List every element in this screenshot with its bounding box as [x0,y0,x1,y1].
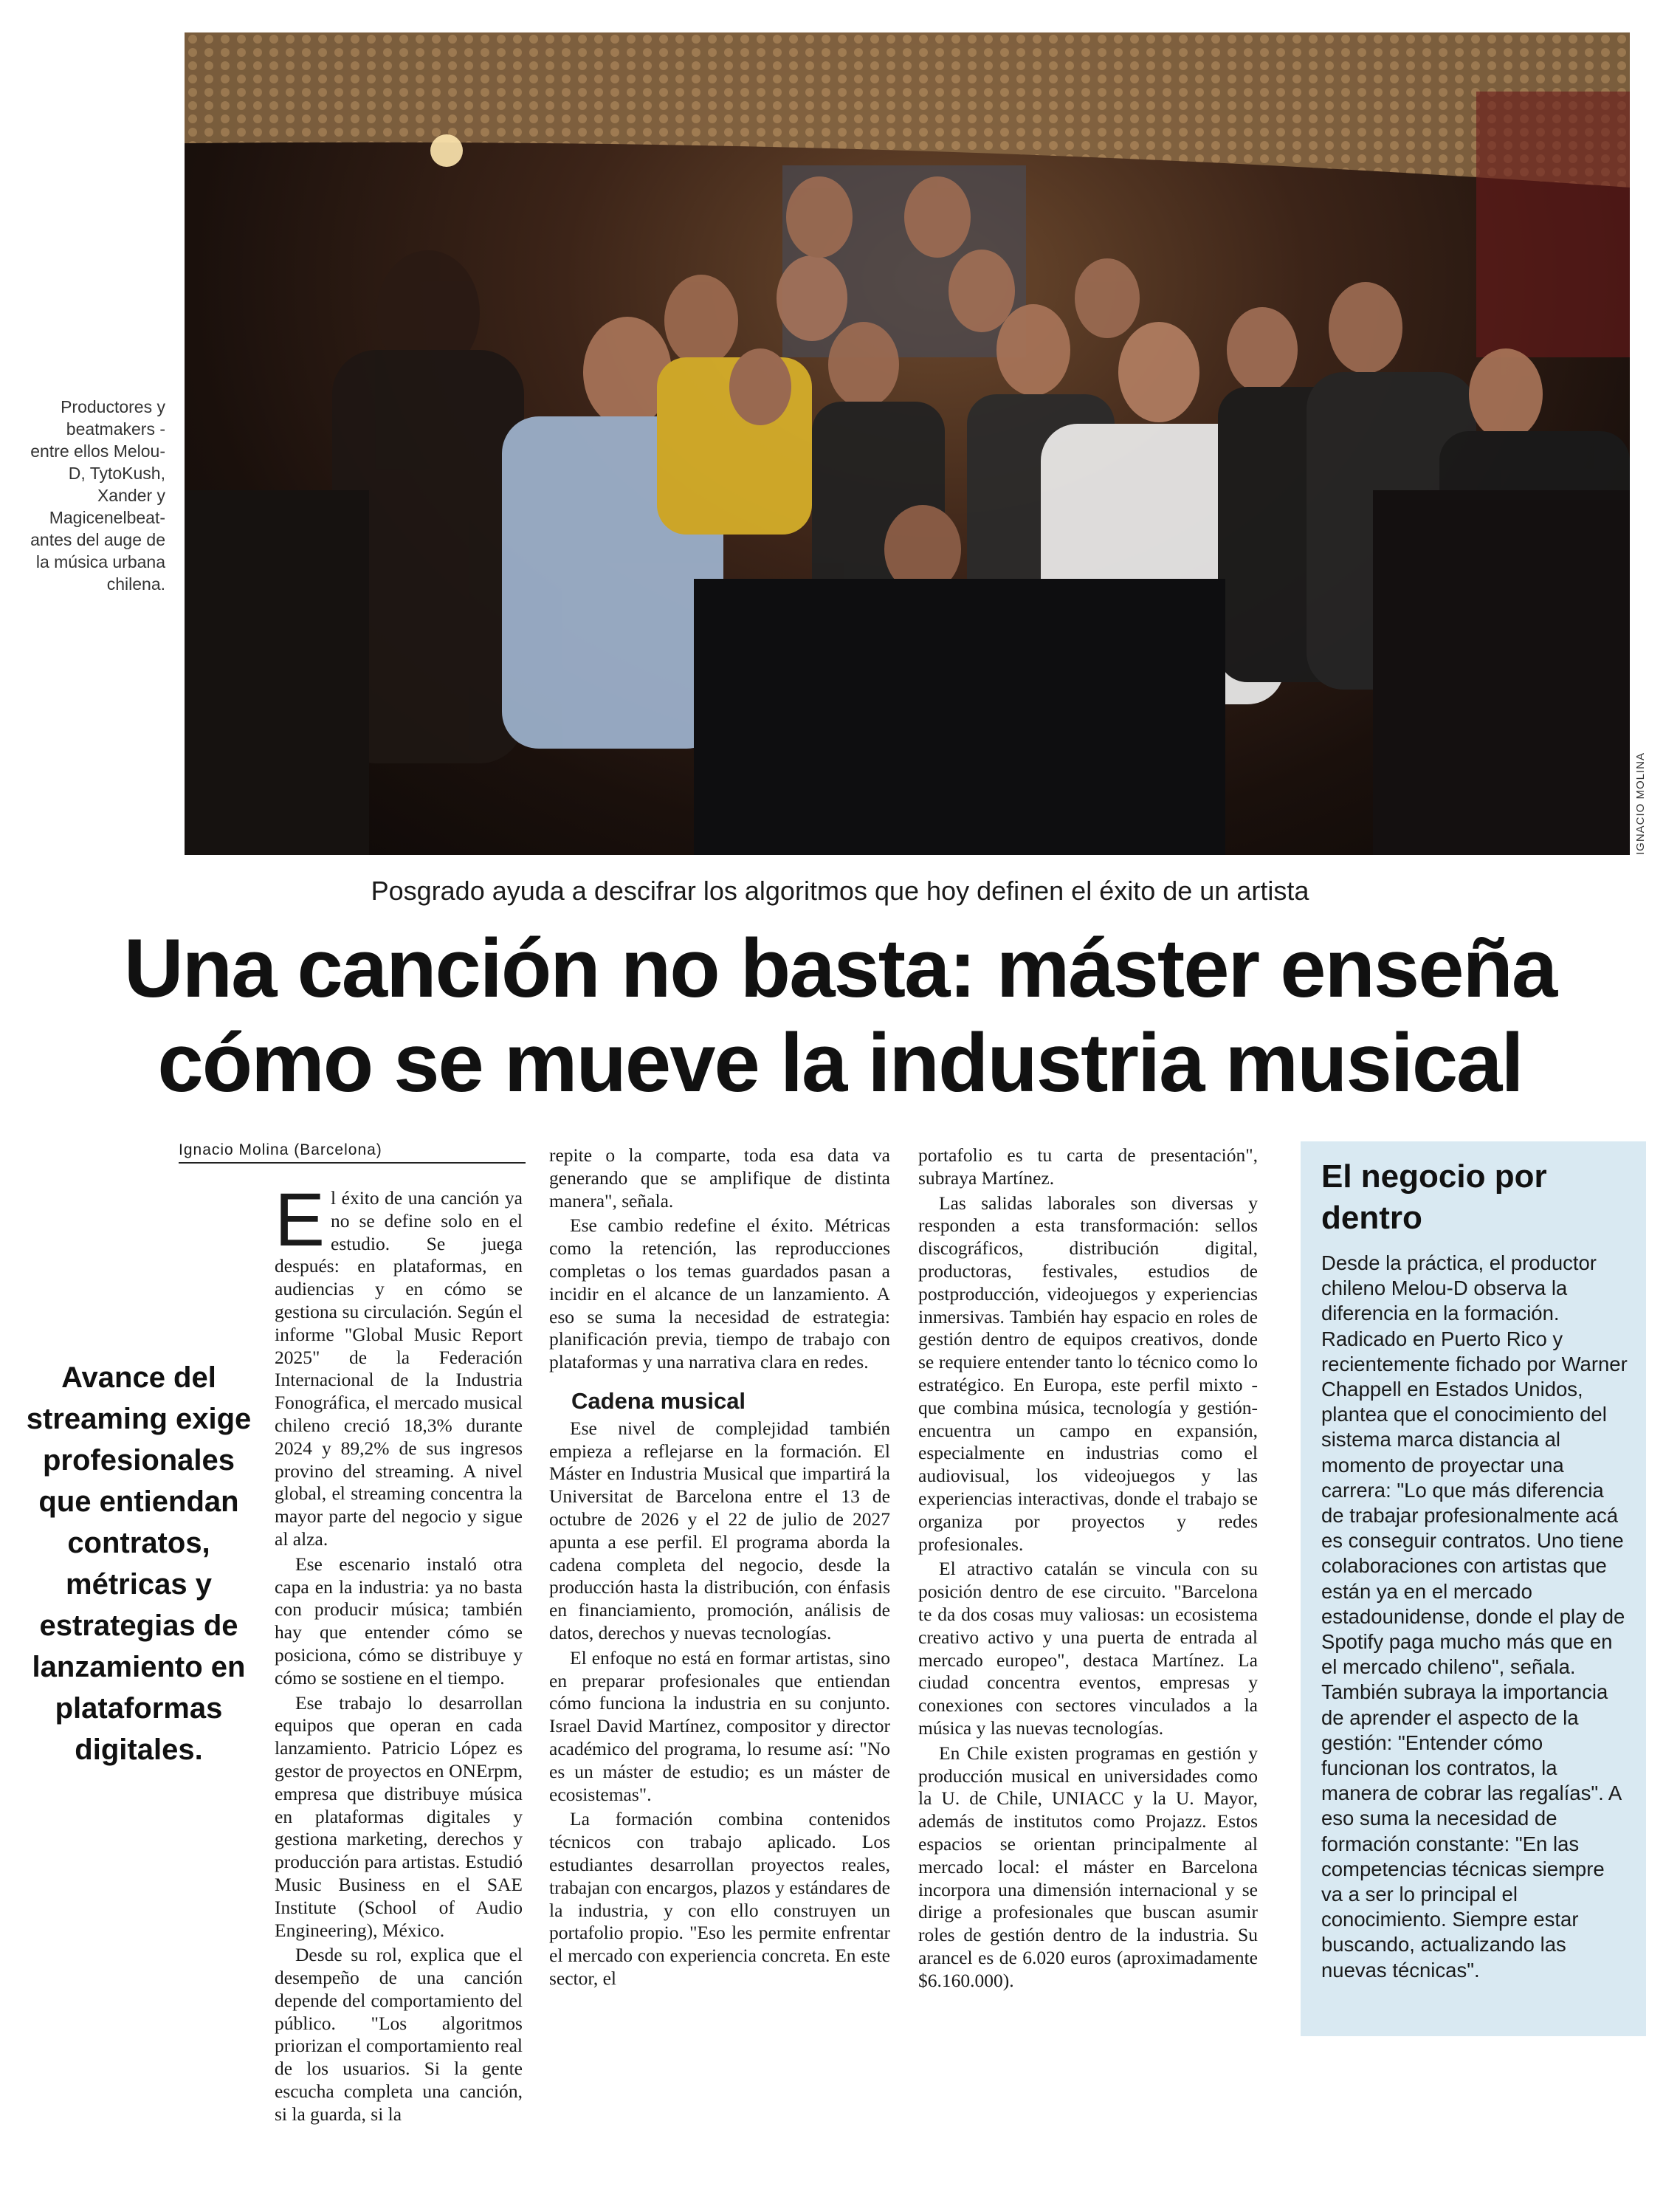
article-paragraph: Las salidas laborales son diversas y responden a esta transformación: sellos discográficos, distribución digital, productoras, festivales, estudios de postproducción, videojuegos y experiencias inmersivas. También hay espacio en roles de gestión dentro de equipos creativos, donde se requiere entender tanto lo técnico como lo estratégico. En Europa, este perfil mixto -que combina música, tecnología y gestión- encuentra un campo en expansión, especialmente en industrias como el audiovisual, los videojuegos y las experiencias interactivas, donde el trabajo se organiza por proyectos y redes profesionales. [918,1192,1258,1555]
sidebar-box [1301,1141,1646,2036]
left-monitor [185,490,369,855]
red-wall [1476,92,1630,357]
photo-credit: IGNACIO MOLINA [1634,752,1647,855]
sidebar-body: Desde la práctica, el productor chileno Melou-D observa la diferencia en la formación. Radicado en Puerto Rico y recientemente fichado por Warner Chappell en Estados Unidos, plantea que el conocimiento del sistema marca distancia al momento de proyectar una carrera: "Lo que más diferencia de trabajar profesionalmente acá es conseguir contratos. Uno tiene colaboraciones con artistas que están ya en el mercado estadounidense, donde el play de Spotify paga mucho más que en el mercado chileno", señala. También subraya la importancia de aprender el aspecto de la gestión: "Entender cómo funcionan los contratos, la manera de cobrar las regalías". A eso suma la necesidad de formación constante: "En las competencias técnicas siempre va a ser lo principal el conocimiento. Siempre estar buscando, actualizando las nuevas técnicas". [1321,1251,1628,1982]
article-paragraph: Desde su rol, explica que el desempeño de una canción depende del comportamiento del público. "Los algoritmos priorizan el comportamiento real de los usuarios. Si la gente escucha completa una canción, si la guarda, si la [275,1944,523,2125]
article-paragraph: La formación combina contenidos técnicos con trabajo aplicado. Los estudiantes desarrollan proyectos reales, trabajan con encargos, plazos y estándares de la industria, y con ello construyen un portafolio propio. "Eso les permite enfrentar el mercado con experiencia concreta. En este sector, el [549,1808,890,1989]
pullquote: Avance del streaming exige profesionales que entiendan contratos, métricas y estrategias de lanzamiento en plataformas digitales. [21,1357,257,1770]
headline-line-2: cómo se mueve la industria musical [157,1017,1523,1109]
subhead: Cadena musical [571,1387,746,1414]
kicker: Posgrado ayuda a descifrar los algoritmos que hoy definen el éxito de un artista [371,876,1309,906]
article-paragraph: Ese nivel de complejidad también empieza a reflejarse en la formación. El Máster en Industria Musical que impartirá la Universitat de Barcelona entre el 13 de octubre de 2026 y el 22 de julio de 2027 apunta a ese perfil. El programa aborda la cadena completa del negocio, desde la producción hasta la distribución, con énfasis en financiamiento, promoción, análisis de datos, derechos y nuevas tecnologías. [549,1417,890,1643]
center-monitor [694,579,1225,855]
article-paragraph: El atractivo catalán se vincula con su posición dentro de ese circuito. "Barcelona te da dos cosas muy valiosas: un ecosistema creativo activo y una puerta de entrada al mercado europeo", destaca Martínez. La ciudad concentra eventos, empresas y conexiones con sectores vinculados a la música y las nuevas tecnologías. [918,1558,1258,1739]
article-paragraph: El enfoque no está en formar artistas, sino en preparar profesionales que entiendan cómo funciona la industria en su conjunto. Israel David Martínez, compositor y director académico del programa, lo resume así: "No es un máster de estudio; es un máster de ecosistemas". [549,1646,890,1805]
article-paragraph: Ese cambio redefine el éxito. Métricas como la retención, las reproducciones completas o los temas guardados pasan a incidir en el alcance de un lanzamiento. A eso se suma la necesidad de estrategia: planificación previa, tiempo de trabajo con plataformas y una narrativa clara en redes. [549,1214,890,1373]
byline: Ignacio Molina (Barcelona) [179,1141,526,1164]
article-paragraph: En Chile existen programas en gestión y producción musical en universidades como la U. de Chile, UNIACC y la U. Mayor, además de institutos como Projazz. Estos espacios se orientan principalmente al mercado local: el máster en Barcelona incorpora una dimensión internacional y se dirige a profesionales que buscan asumir roles de gestión dentro de la industria. Su arancel es de 6.020 euros (aproximadamente $6.160.000). [918,1742,1258,1991]
group-photo [185,32,1630,855]
headline [44,921,1636,1110]
article-paragraph: Ese escenario instaló otra capa en la industria: ya no basta con producir música; también hay que entender cómo se posiciona, cómo se distribuye y cómo se sostiene en el tiempo. [275,1553,523,1688]
ceiling-foam [185,32,1630,188]
dropcap: E [275,1178,326,1262]
sidebar-title: El negocio por dentro [1321,1158,1547,1236]
article-paragraph: portafolio es tu carta de presentación", subraya Martínez. [918,1144,1258,1189]
right-speaker [1373,490,1630,855]
article-paragraph: Ese trabajo lo desarrollan equipos que operan en cada lanzamiento. Patricio López es gestor de proyectos en ONErpm, empresa que distribuye música en plataformas digitales y gestiona marketing, derechos y producción para artistas. Estudió Music Business en el SAE Institute (School of Audio Engineering), México. [275,1691,523,1941]
headline-line-1: Una canción no basta: máster enseña [123,922,1557,1014]
article-paragraph: repite o la comparte, toda esa data va generando que se amplifique de distinta manera", señala. [549,1144,890,1212]
paragraph-text: l éxito de una canción ya no se define solo en el estudio. Se juega después: en plataformas, en audiencias y en cómo se gestiona su circulación. Según el informe "Global Music Report 2025" de la Federación Internacional de la Industria Fonográfica, el mercado musical chileno creció 18,3% durante 2024 y 89,2% de sus ingresos provino del streaming. A nivel global, el streaming concentra la mayor parte del negocio y sigue al alza. [275,1187,523,1550]
article-column-3 [918,1144,1258,1994]
article-column-2 [549,1144,890,1993]
photo-caption: Productores y beatmakers -entre ellos Melou-D, TytoKush, Xander y Magicenelbeat-antes del auge de la música urbana chilena. [30,397,165,594]
photo-illustration [185,32,1630,855]
ceiling-light [430,134,463,167]
